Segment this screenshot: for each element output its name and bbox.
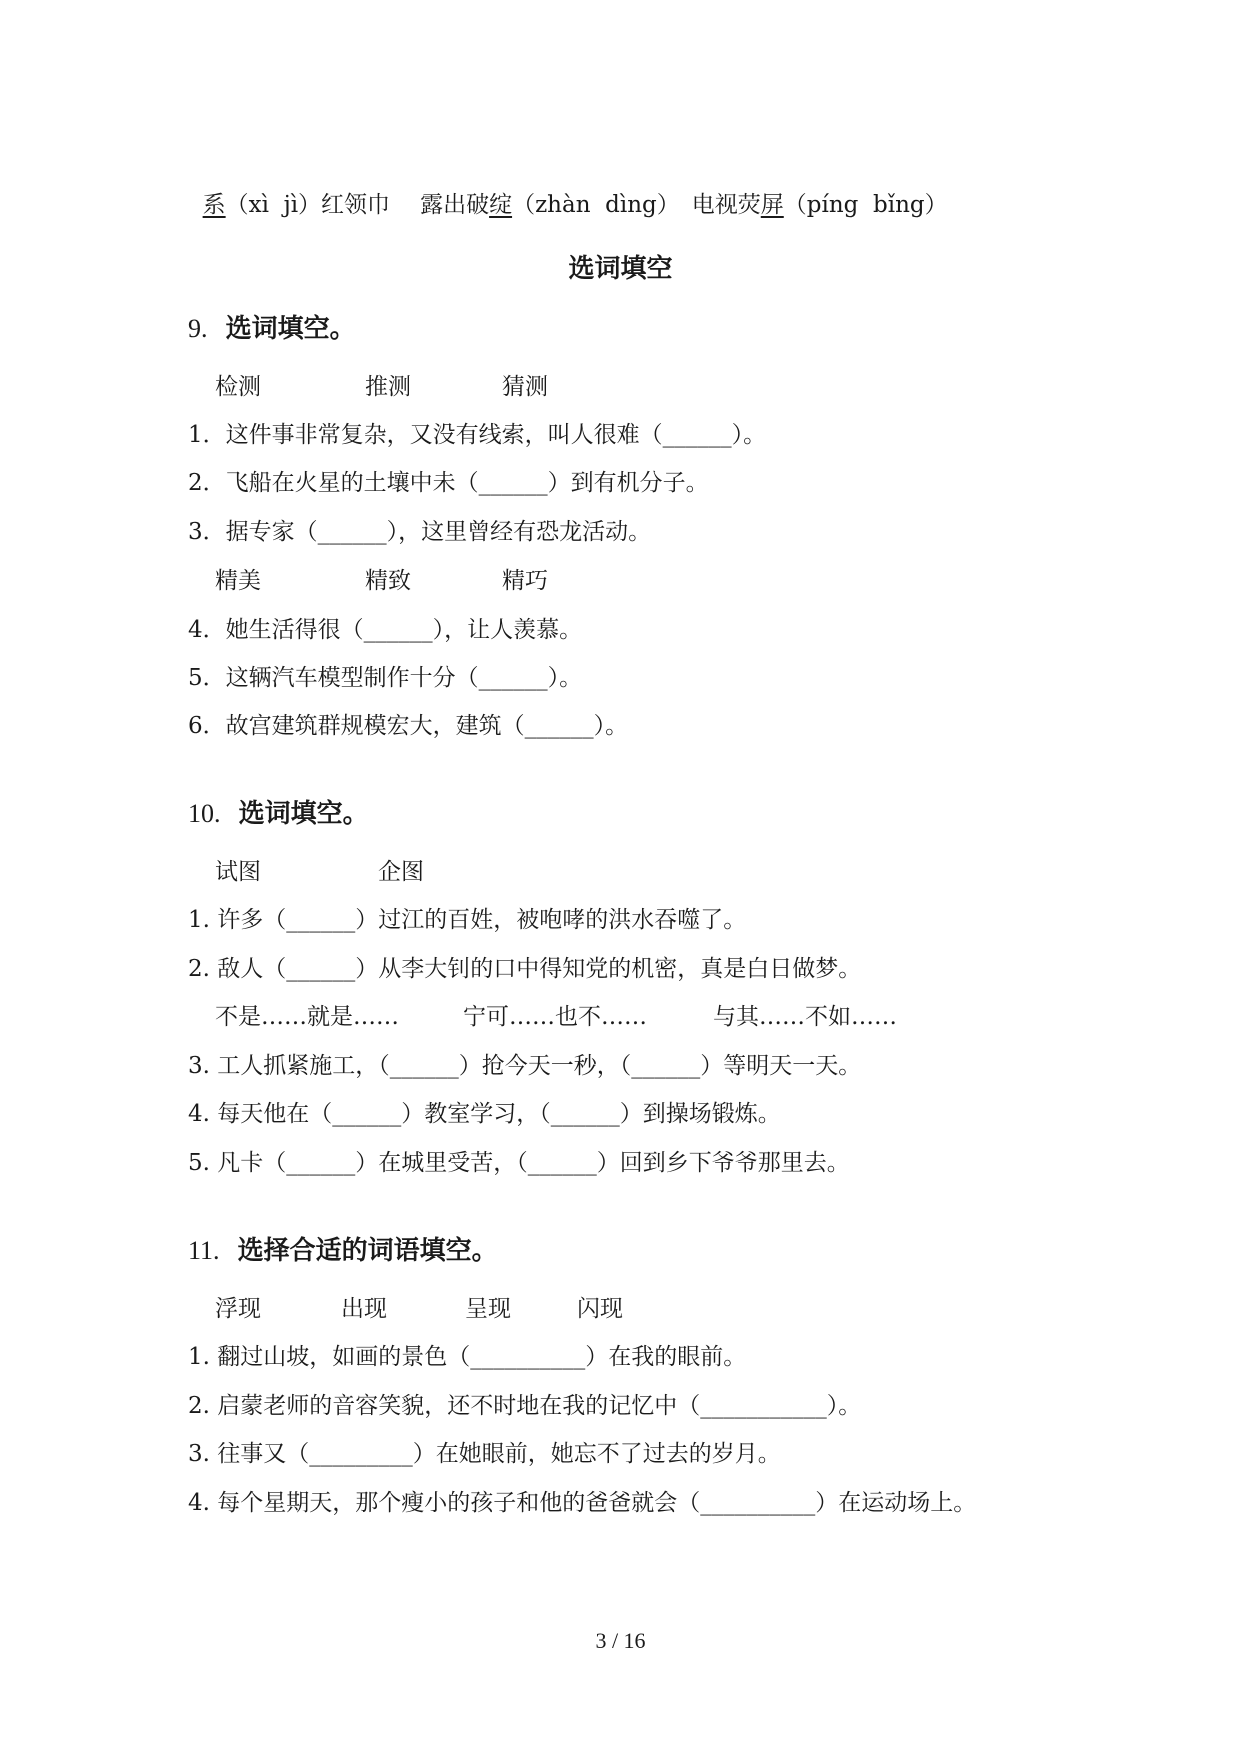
section-title: 选词填空	[568, 254, 673, 284]
question-9-title: 选词填空。	[225, 314, 356, 344]
word-option: 不是……就是……	[215, 1004, 399, 1030]
word-option: 猜测	[502, 374, 548, 400]
pinyin-word-1-char: 系	[202, 192, 226, 218]
pinyin-word-3-char: 屏	[760, 192, 784, 218]
q11-item-2: 2. 启蒙老师的音容笑貌，还不时地在我的记忆中（___________）。	[188, 1393, 862, 1419]
question-11-title: 选择合适的词语填空。	[237, 1236, 498, 1266]
question-11-heading	[188, 1234, 498, 1268]
word-option: 检测	[215, 374, 261, 400]
word-option: 与其……不如……	[713, 1004, 897, 1030]
q10-item-3: 3. 工人抓紧施工，（______）抢今天一秒，（______）等明天一天。	[188, 1053, 862, 1079]
word-option: 闪现	[577, 1296, 623, 1322]
q10-item-4: 4. 每天他在（______）教室学习，（______）到操场锻炼。	[188, 1101, 781, 1127]
word-option: 精美	[215, 568, 261, 594]
q11-item-3: 3. 往事又（_________）在她眼前，她忘不了过去的岁月。	[188, 1441, 781, 1467]
question-9-heading	[188, 312, 356, 346]
word-option: 出现	[341, 1296, 387, 1322]
question-10-title: 选词填空。	[238, 799, 369, 829]
question-10-number: 10.	[188, 799, 221, 828]
word-option: 精巧	[502, 568, 548, 594]
q9-item-2: 2．飞船在火星的土壤中未（______）到有机分子。	[188, 470, 709, 496]
q11-item-1: 1. 翻过山坡，如画的景色（__________）在我的眼前。	[188, 1344, 747, 1370]
question-10-heading	[188, 797, 369, 831]
pinyin-word-2-rest: （zhàn dìng）	[512, 192, 680, 218]
word-option: 推测	[365, 374, 411, 400]
q10-item-5: 5. 凡卡（______）在城里受苦，（______）回到乡下爷爷那里去。	[188, 1150, 850, 1176]
q10-item-1: 1. 许多（______）过江的百姓，被咆哮的洪水吞噬了。	[188, 907, 747, 933]
q11-item-4: 4. 每个星期天，那个瘦小的孩子和他的爸爸就会（__________）在运动场上。	[188, 1490, 977, 1516]
word-option: 企图	[378, 859, 424, 885]
q9-item-3: 3．据专家（______），这里曾经有恐龙活动。	[188, 519, 652, 545]
pinyin-word-1-rest: （xì jì）红领巾	[225, 192, 391, 218]
word-option: 宁可……也不……	[463, 1004, 647, 1030]
q9-item-6: 6．故宫建筑群规模宏大，建筑（______）。	[188, 713, 629, 739]
pinyin-line	[188, 160, 948, 220]
q9-item-5: 5．这辆汽车模型制作十分（______）。	[188, 665, 583, 691]
page-number: 3 / 16	[595, 1628, 646, 1653]
pinyin-word-2-char: 绽	[489, 192, 513, 218]
pinyin-word-3-pre: 电视荧	[691, 192, 761, 218]
word-option: 浮现	[215, 1296, 261, 1322]
q9-item-1: 1．这件事非常复杂，又没有线索，叫人很难（______）。	[188, 422, 767, 448]
pinyin-word-3-rest: （píng bǐng）	[783, 192, 948, 218]
q10-item-2: 2. 敌人（______）从李大钊的口中得知党的机密，真是白日做梦。	[188, 956, 862, 982]
pinyin-word-2-pre: 露出破	[420, 192, 490, 218]
question-9-number: 9.	[188, 314, 208, 343]
word-option: 呈现	[465, 1296, 511, 1322]
word-option: 试图	[215, 859, 261, 885]
word-option: 精致	[365, 568, 411, 594]
question-11-number: 11.	[188, 1236, 220, 1265]
q9-item-4: 4．她生活得很（______），让人羡慕。	[188, 617, 583, 643]
